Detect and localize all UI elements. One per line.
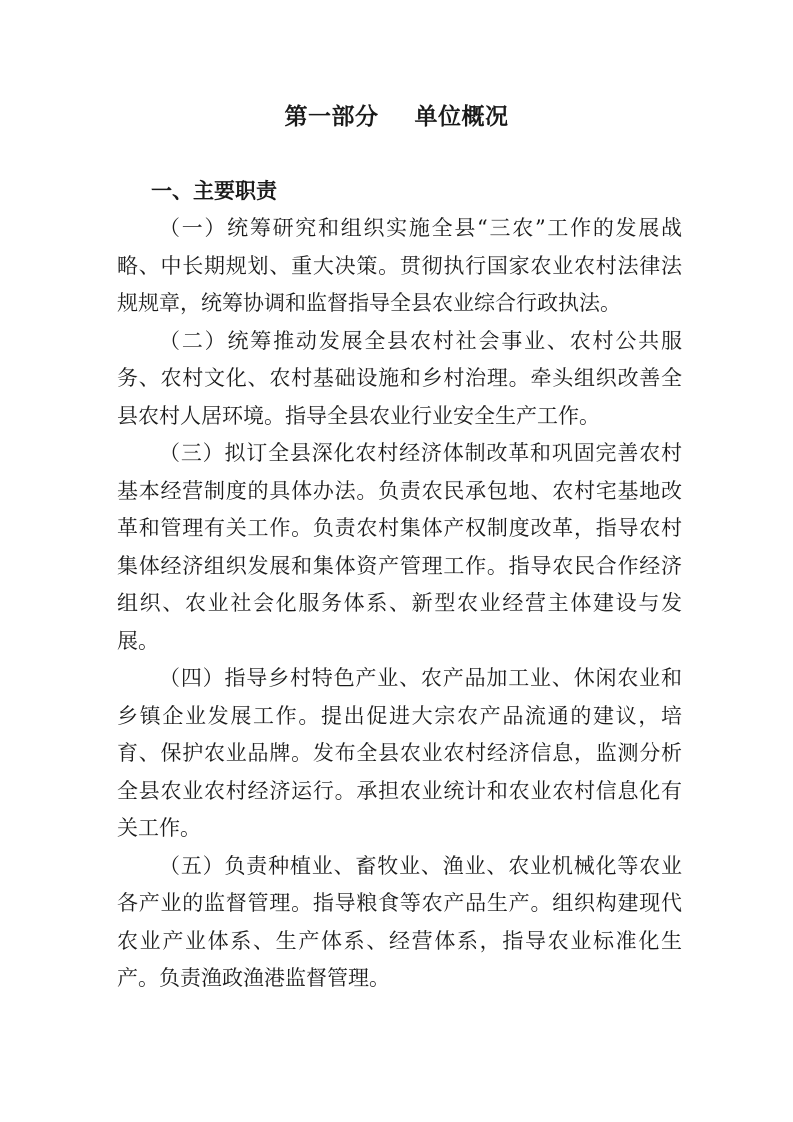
duty-paragraph-4: （四）指导乡村特色产业、农产品加工业、休闲农业和乡镇企业发展工作。提出促进大宗农产品流通的建议，培育、保护农业品牌。发布全县农业农村经济信息，监测分析全县农业农村经济运行。承担农业统计和农业农村信息化有关工作。 xyxy=(117,666,682,840)
duty-paragraph-2: （二）统筹推动发展全县农村社会事业、农村公共服务、农村文化、农村基础设施和乡村治理。牵头组织改善全县农村人居环境。指导全县农业行业安全生产工作。 xyxy=(117,328,682,428)
title-name: 单位概况 xyxy=(414,104,509,130)
page-title xyxy=(0,100,793,134)
duty-paragraph-5: （五）负责种植业、畜牧业、渔业、农业机械化等农业各产业的监督管理。指导粮食等农产品生产。组织构建现代农业产业体系、生产体系、经营体系，指导农业标准化生产。负责渔政渔港监督管理。 xyxy=(117,853,682,990)
title-part: 第一部分 xyxy=(284,104,379,130)
section-heading: 一、主要职责 xyxy=(151,179,277,203)
duties-body xyxy=(117,210,682,998)
duty-paragraph-1: （一）统筹研究和组织实施全县“三农”工作的发展战略、中长期规划、重大决策。贯彻执行国家农业农村法律法规规章，统筹协调和监督指导全县农业综合行政执法。 xyxy=(117,216,682,315)
duty-paragraph-3: （三）拟订全县深化农村经济体制改革和巩固完善农村基本经营制度的具体办法。负责农民承包地、农村宅基地改革和管理有关工作。负责农村集体产权制度改革，指导农村集体经济组织发展和集体资产管理工作。指导农民合作经济组织、农业社会化服务体系、新型农业经营主体建设与发展。 xyxy=(117,441,682,653)
